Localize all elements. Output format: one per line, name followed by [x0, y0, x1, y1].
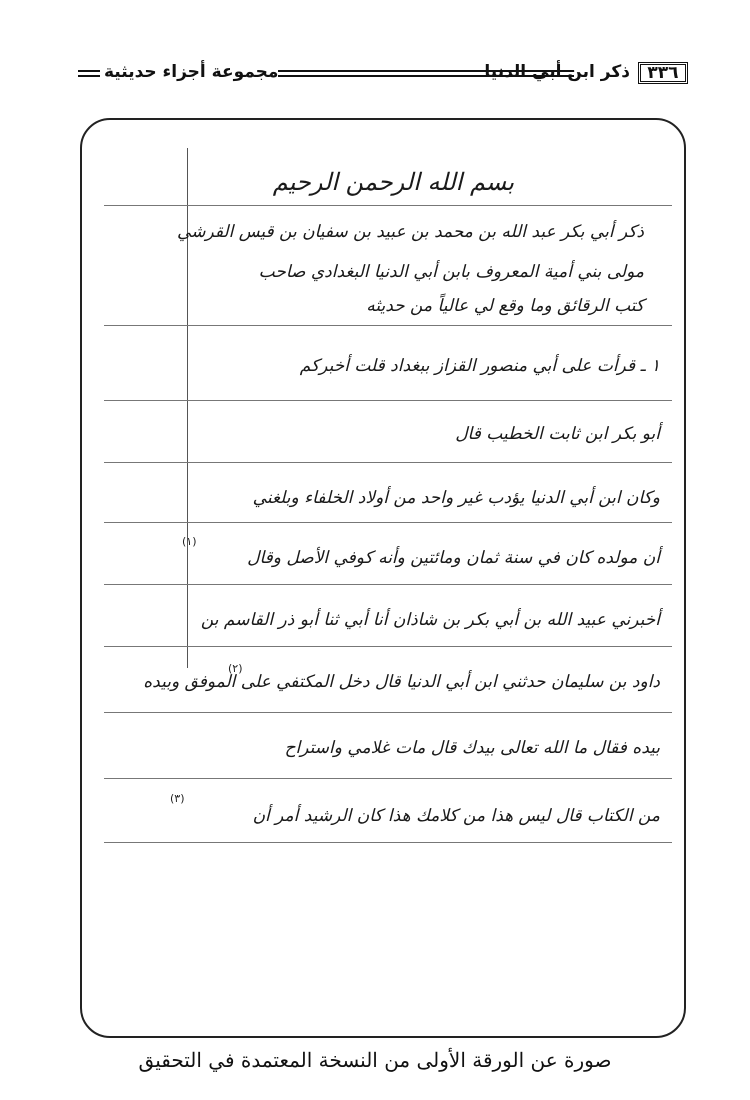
ruled-line: [104, 584, 672, 585]
manuscript-line: مولى بني أمية المعروف بابن أبي الدنيا البغدادي صاحب: [258, 262, 644, 282]
manuscript-image: [80, 118, 686, 1038]
footnote-mark: (١): [182, 535, 197, 548]
ruled-line: [104, 462, 672, 463]
ruled-line: [104, 522, 672, 523]
book-title: ذكر ابن أبي الدنيا: [484, 62, 630, 82]
header-rule: [278, 70, 574, 77]
footnote-mark: (٣): [170, 792, 185, 805]
ruled-line: [104, 205, 672, 206]
ruled-line: [104, 325, 672, 326]
ruled-line: [104, 712, 672, 713]
manuscript-line: داود بن سليمان حدثني ابن أبي الدنيا قال دخل المكتفي على الموفق وبيده: [143, 672, 660, 692]
ruled-line: [104, 842, 672, 843]
manuscript-line: من الكتاب قال ليس هذا من كلامك هذا كان الرشيد أمر أن: [252, 806, 660, 826]
manuscript-line: كتب الرقائق وما وقع لي عالياً من حديثه: [366, 296, 644, 316]
manuscript-line: أن مولده كان في سنة ثمان ومائتين وأنه كوفي الأصل وقال: [247, 548, 660, 568]
header-rule-end: [78, 70, 100, 77]
manuscript-line: ١ ـ قرأت على أبي منصور القزاز ببغداد قلت أخبركم: [299, 356, 660, 376]
page-number: ٣٣٦: [638, 62, 688, 84]
figure-caption: صورة عن الورقة الأولى من النسخة المعتمدة في التحقيق: [138, 1048, 612, 1072]
ruled-line: [104, 646, 672, 647]
manuscript-line: أخبرني عبيد الله بن أبي بكر بن شاذان أنا أبي ثنا أبو ذر القاسم بن: [200, 610, 660, 630]
series-title: مجموعة أجزاء حديثية: [104, 62, 279, 82]
manuscript-line: وكان ابن أبي الدنيا يؤدب غير واحد من أولاد الخلفاء وبلغني: [252, 488, 660, 508]
ruled-line: [104, 400, 672, 401]
manuscript-line: بيده فقال ما الله تعالى بيدك قال مات غلامي واستراح: [284, 738, 660, 758]
manuscript-line: أبو بكر ابن ثابت الخطيب قال: [455, 424, 660, 444]
manuscript-basmala: بسم الله الرحمن الرحيم: [272, 168, 514, 196]
manuscript-line: ذكر أبي بكر عبد الله بن محمد بن عبيد بن سفيان بن قيس القرشي: [177, 222, 644, 242]
ruled-line: [104, 778, 672, 779]
running-header: [78, 58, 690, 90]
footnote-mark: (٢): [228, 662, 243, 675]
